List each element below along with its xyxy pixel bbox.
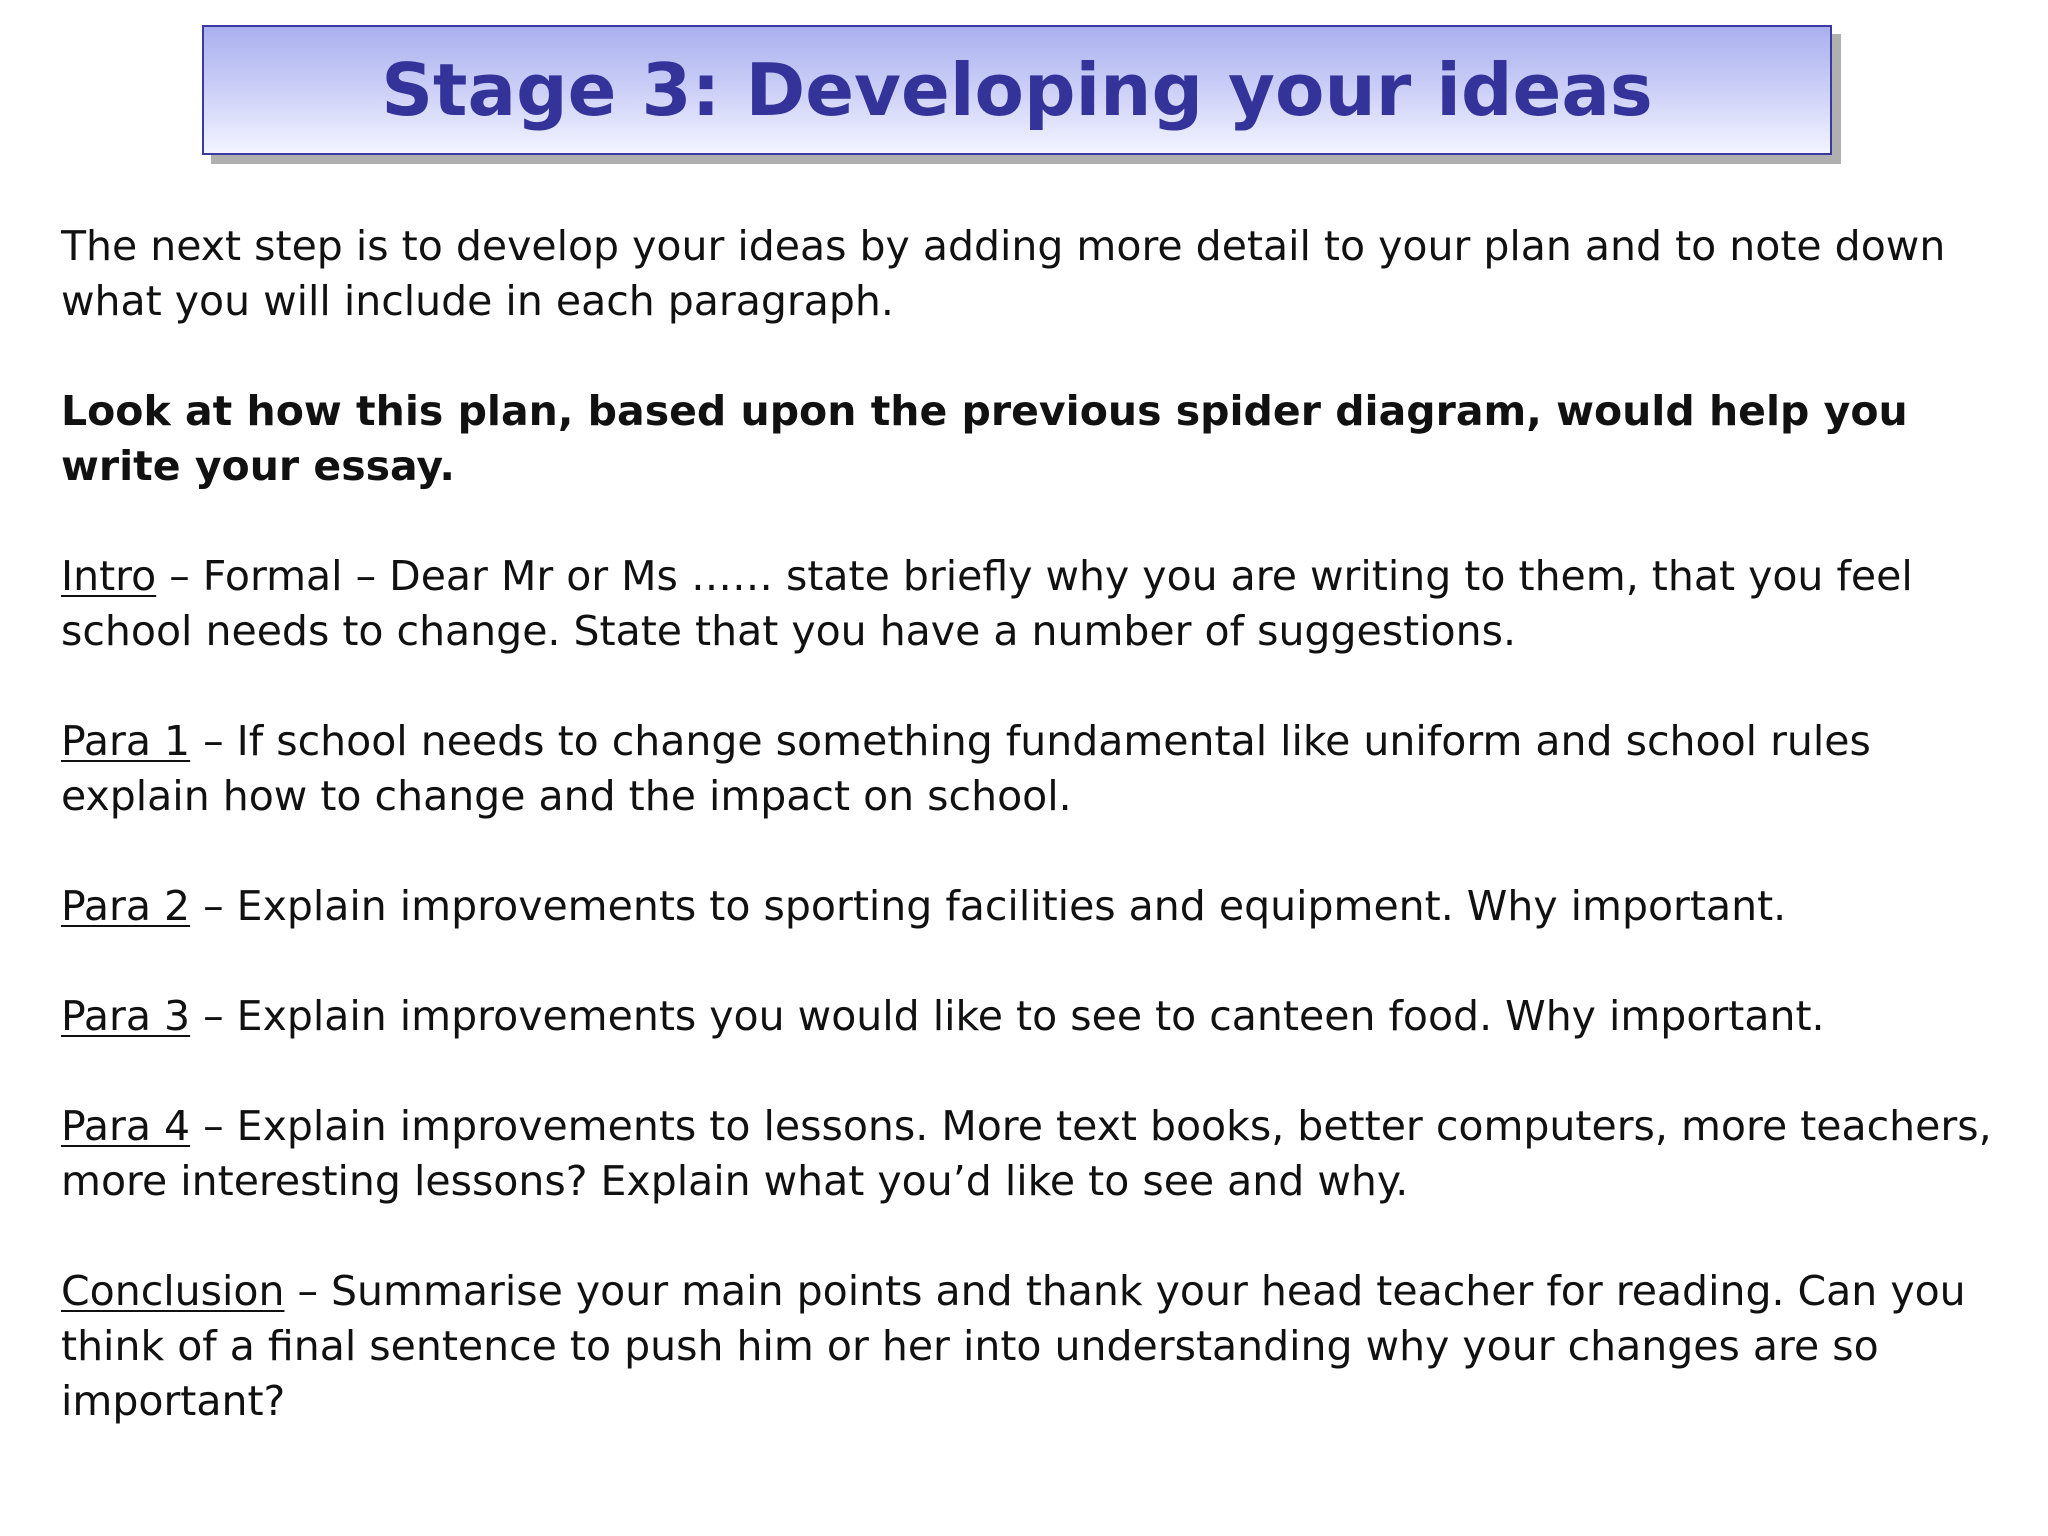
plan-label: Intro xyxy=(61,552,157,600)
plan-text: – If school needs to change something fundamental like uniform and school rules explain how to change and the impact on school. xyxy=(61,717,1871,820)
plan-text: – Explain improvements to lessons. More text books, better computers, more teachers, more interesting lessons? Explain what you’d like to see and why. xyxy=(61,1102,1992,1205)
plan-item-intro xyxy=(61,549,2026,659)
plan-label: Para 2 xyxy=(61,882,191,930)
plan-label: Para 1 xyxy=(61,717,191,765)
plan-text: – Formal – Dear Mr or Ms …… state briefly why you are writing to them, that you feel school needs to change. State that you have a number of suggestions. xyxy=(61,552,1913,655)
plan-label: Para 4 xyxy=(61,1102,191,1150)
intro-paragraph: The next step is to develop your ideas by adding more detail to your plan and to note down what you will include in each paragraph. xyxy=(61,222,1946,325)
title-banner xyxy=(202,25,1832,155)
plan-text: – Summarise your main points and thank your head teacher for reading. Can you think of a final sentence to push him or her into understanding why your changes are so important? xyxy=(61,1267,1966,1425)
plan-text: – Explain improvements to sporting facilities and equipment. Why important. xyxy=(190,882,1787,930)
plan-item-para-4 xyxy=(61,1099,2026,1209)
plan-item-conclusion xyxy=(61,1264,2026,1429)
plan-item-para-3 xyxy=(61,989,2026,1044)
plan-item-para-1 xyxy=(61,714,2026,824)
instruction-paragraph: Look at how this plan, based upon the previous spider diagram, would help you write your essay. xyxy=(61,387,1908,490)
plan-item-para-2 xyxy=(61,879,2026,934)
page-title: Stage 3: Developing your ideas xyxy=(381,48,1653,132)
document-body xyxy=(61,219,2026,1484)
plan-label: Para 3 xyxy=(61,992,191,1040)
plan-text: – Explain improvements you would like to see to canteen food. Why important. xyxy=(190,992,1825,1040)
plan-label: Conclusion xyxy=(61,1267,285,1315)
